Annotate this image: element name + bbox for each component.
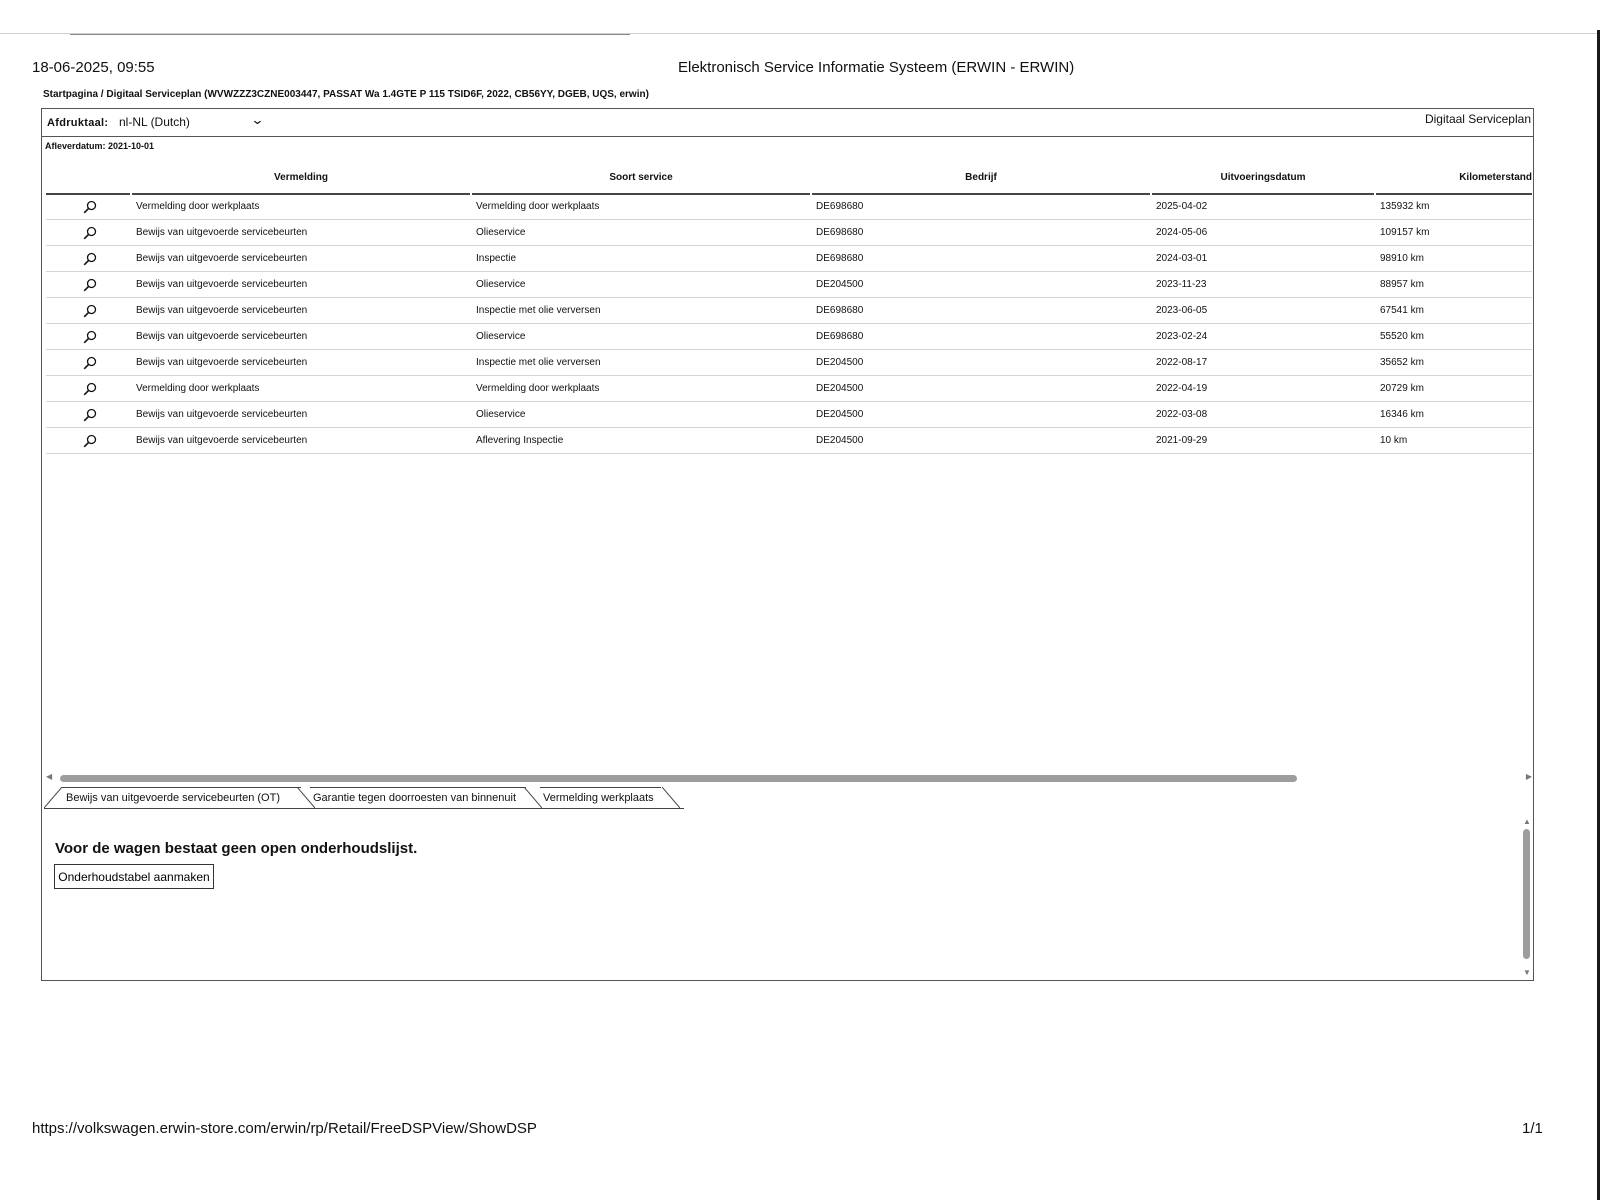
- cell-company: DE204500: [816, 435, 864, 446]
- tab-edge: [662, 787, 680, 808]
- magnifier-icon[interactable]: [83, 252, 97, 266]
- magnifier-icon[interactable]: [83, 356, 97, 370]
- table-row[interactable]: [46, 220, 1532, 246]
- no-maintenance-notice: Voor de wagen bestaat geen open onderhoudslijst.: [55, 840, 418, 857]
- scroll-up-icon[interactable]: ▲: [1523, 817, 1531, 826]
- table-row[interactable]: [46, 376, 1532, 402]
- cell-entry: Bewijs van uitgevoerde servicebeurten: [136, 279, 308, 290]
- create-maintenance-table-button[interactable]: Onderhoudstabel aanmaken: [54, 864, 214, 889]
- table-row[interactable]: [46, 324, 1532, 350]
- magnifier-icon[interactable]: [83, 278, 97, 292]
- cell-service: Inspectie met olie verversen: [476, 357, 601, 368]
- magnifier-icon[interactable]: [83, 330, 97, 344]
- language-select[interactable]: [119, 112, 269, 131]
- cell-company: DE698680: [816, 227, 864, 238]
- table-row[interactable]: [46, 272, 1532, 298]
- scan-border-mark: [70, 34, 630, 35]
- cell-entry: Vermelding door werkplaats: [136, 201, 260, 212]
- column-header-vermelding[interactable]: Vermelding: [274, 172, 328, 183]
- cell-entry: Bewijs van uitgevoerde servicebeurten: [136, 253, 308, 264]
- column-header-kilometerstand[interactable]: Kilometerstand: [1459, 172, 1532, 183]
- table-header: [46, 164, 1532, 194]
- cell-entry: Bewijs van uitgevoerde servicebeurten: [136, 409, 308, 420]
- cell-company: DE698680: [816, 253, 864, 264]
- panel-toolbar: [42, 109, 1533, 137]
- print-page-number: 1/1: [1522, 1120, 1543, 1137]
- cell-service: Inspectie: [476, 253, 517, 264]
- cell-service: Aflevering Inspectie: [476, 435, 564, 446]
- vertical-scrollbar[interactable]: [1521, 817, 1533, 977]
- cell-entry: Bewijs van uitgevoerde servicebeurten: [136, 331, 308, 342]
- cell-date: 2023-11-23: [1156, 279, 1207, 290]
- tab-rust-warranty[interactable]: Garantie tegen doorroesten van binnenuit: [310, 787, 526, 809]
- table-body: [46, 194, 1532, 454]
- magnifier-icon[interactable]: [83, 434, 97, 448]
- cell-km: 98910 km: [1380, 253, 1424, 264]
- scroll-left-icon[interactable]: ◀: [46, 772, 53, 781]
- cell-date: 2023-06-05: [1156, 305, 1208, 316]
- column-header-soort-service[interactable]: Soort service: [609, 172, 673, 183]
- cell-km: 88957 km: [1380, 279, 1424, 290]
- cell-service: Vermelding door werkplaats: [476, 383, 600, 394]
- cell-date: 2023-02-24: [1156, 331, 1208, 342]
- cell-company: DE698680: [816, 331, 864, 342]
- breadcrumb[interactable]: Startpagina / Digitaal Serviceplan (WVWZZZ3CZNE003447, PASSAT Wa 1.4GTE P 115 TSID6F, 2022, CB56YY, DGEB, UQS, erwin): [43, 89, 649, 100]
- cell-entry: Bewijs van uitgevoerde servicebeurten: [136, 305, 308, 316]
- cell-km: 109157 km: [1380, 227, 1430, 238]
- cell-km: 16346 km: [1380, 409, 1424, 420]
- cell-service: Olieservice: [476, 409, 526, 420]
- cell-km: 35652 km: [1380, 357, 1424, 368]
- cell-company: DE204500: [816, 383, 864, 394]
- panel-title: Digitaal Serviceplan: [1424, 112, 1531, 126]
- cell-company: DE204500: [816, 409, 864, 420]
- magnifier-icon[interactable]: [83, 382, 97, 396]
- magnifier-icon[interactable]: [83, 408, 97, 422]
- column-header-bedrijf[interactable]: Bedrijf: [965, 172, 997, 183]
- horizontal-scrollbar[interactable]: [46, 772, 1532, 784]
- tab-baseline: [44, 808, 684, 809]
- table-row[interactable]: [46, 350, 1532, 376]
- cell-service: Olieservice: [476, 227, 526, 238]
- column-header-uitvoeringsdatum[interactable]: Uitvoeringsdatum: [1220, 172, 1306, 183]
- cell-company: DE204500: [816, 357, 864, 368]
- cell-km: 55520 km: [1380, 331, 1424, 342]
- cell-company: DE698680: [816, 305, 864, 316]
- service-history-table: [46, 164, 1532, 454]
- tab-service-proof[interactable]: Bewijs van uitgevoerde servicebeurten (OT): [62, 787, 301, 810]
- cell-km: 10 km: [1380, 435, 1408, 446]
- magnifier-icon[interactable]: [83, 226, 97, 240]
- cell-entry: Bewijs van uitgevoerde servicebeurten: [136, 227, 308, 238]
- cell-date: 2022-08-17: [1156, 357, 1208, 368]
- print-url: https://volkswagen.erwin-store.com/erwin/rp/Retail/FreeDSPView/ShowDSP: [32, 1120, 537, 1137]
- cell-date: 2022-03-08: [1156, 409, 1208, 420]
- chevron-down-icon: ⌄: [250, 112, 265, 127]
- print-datetime: 18-06-2025, 09:55: [32, 59, 155, 76]
- table-row[interactable]: [46, 194, 1532, 220]
- cell-company: DE204500: [816, 279, 864, 290]
- scroll-right-icon[interactable]: ▶: [1525, 772, 1532, 781]
- magnifier-icon[interactable]: [83, 304, 97, 318]
- table-row[interactable]: [46, 298, 1532, 324]
- magnifier-icon[interactable]: [83, 200, 97, 214]
- language-select-value: nl-NL (Dutch): [119, 115, 190, 129]
- cell-service: Vermelding door werkplaats: [476, 201, 600, 212]
- cell-km: 20729 km: [1380, 383, 1424, 394]
- print-page-title: Elektronisch Service Informatie Systeem (ERWIN - ERWIN): [678, 59, 1075, 76]
- cell-entry: Bewijs van uitgevoerde servicebeurten: [136, 435, 308, 446]
- scroll-down-icon[interactable]: ▼: [1523, 968, 1531, 977]
- cell-km: 135932 km: [1380, 201, 1430, 212]
- table-row[interactable]: [46, 246, 1532, 272]
- cell-service: Inspectie met olie verversen: [476, 305, 601, 316]
- cell-km: 67541 km: [1380, 305, 1424, 316]
- cell-date: 2024-05-06: [1156, 227, 1208, 238]
- service-plan-panel: [41, 108, 1534, 981]
- cell-entry: Bewijs van uitgevoerde servicebeurten: [136, 357, 308, 368]
- cell-date: 2024-03-01: [1156, 253, 1208, 264]
- table-row[interactable]: [46, 402, 1532, 428]
- cell-service: Olieservice: [476, 279, 526, 290]
- delivery-date: Afleverdatum: 2021-10-01: [45, 141, 155, 151]
- tab-edge: [44, 787, 62, 808]
- horizontal-scroll-thumb[interactable]: [60, 775, 1297, 782]
- vertical-scroll-thumb[interactable]: [1523, 829, 1530, 959]
- table-row[interactable]: [46, 428, 1532, 454]
- cell-date: 2022-04-19: [1156, 383, 1208, 394]
- tab-workshop-note[interactable]: Vermelding werkplaats: [540, 787, 661, 809]
- cell-date: 2025-04-02: [1156, 201, 1208, 212]
- cell-company: DE698680: [816, 201, 864, 212]
- language-label: Afdruktaal:: [47, 117, 109, 129]
- cell-entry: Vermelding door werkplaats: [136, 383, 260, 394]
- cell-date: 2021-09-29: [1156, 435, 1208, 446]
- cell-service: Olieservice: [476, 331, 526, 342]
